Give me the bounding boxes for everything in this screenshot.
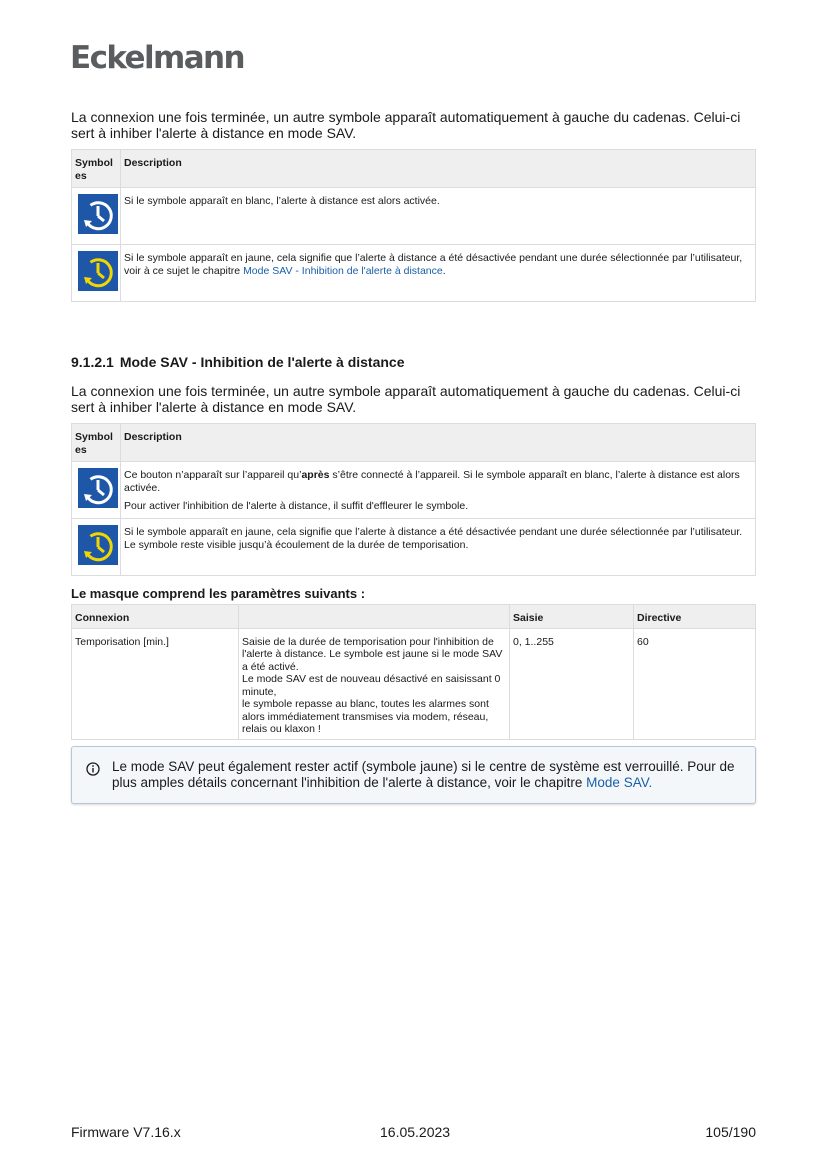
description-cell: Si le symbole apparaît en blanc, l’alerte à distance est alors activée.	[121, 188, 756, 245]
col-connexion-header: Connexion	[72, 605, 239, 629]
remote-alert-yellow-icon	[78, 525, 118, 565]
remote-alert-white-icon	[78, 194, 118, 234]
symbol-cell[interactable]	[72, 462, 121, 519]
footer-date: 16.05.2023	[380, 1124, 451, 1140]
param-name: Temporisation [min.]	[72, 628, 239, 739]
symbol-cell	[72, 519, 121, 576]
col-description-header: Description	[121, 150, 756, 188]
description-cell	[121, 462, 756, 519]
table-row	[72, 462, 756, 519]
table-header-row	[72, 605, 756, 629]
info-icon	[86, 762, 100, 776]
params-table	[71, 604, 756, 740]
description-cell: Si le symbole apparaît en jaune, cela signifie que l’alerte à distance a été désactivée pendant une durée sélectionnée par l’utilisateur. Le symbole reste visible jusqu’à écoulement de la durée de temporisation.	[121, 519, 756, 576]
chapter-link[interactable]: Mode SAV - Inhibition de l'alerte à distance	[243, 265, 443, 277]
remote-alert-yellow-icon	[78, 251, 118, 291]
mode-sav-link[interactable]: Mode SAV.	[586, 774, 653, 790]
brand-logo: Eckelmann	[70, 40, 244, 76]
table-header-row	[72, 424, 756, 462]
param-description: Saisie de la durée de temporisation pour l'inhibition de l'alerte à distance. Le symbole est jaune si le mode SAV a été activé. Le mode SAV est de nouveau désactivé en saisissant 0 minute, le symbole repasse au blanc, toutes les alarmes sont alors immédiatement transmises via modem, réseau, relais ou klaxon !	[239, 628, 510, 739]
footer-firmware: Firmware V7.16.x	[71, 1124, 181, 1140]
remote-alert-white-icon[interactable]	[78, 468, 118, 508]
col-blank-header	[239, 605, 510, 629]
col-description-header: Description	[121, 424, 756, 462]
param-default: 60	[634, 628, 756, 739]
description-text: Pour activer l'inhibition de l'alerte à distance, il suffit d'effleurer le symbole.	[124, 500, 469, 512]
params-heading: Le masque comprend les paramètres suivants :	[71, 586, 366, 601]
intro-paragraph: La connexion une fois terminée, un autre symbole apparaît automatiquement à gauche du cadenas. Celui-ci sert à inhiber l'alerte à distance en mode SAV.	[71, 383, 741, 415]
col-saisie-header: Saisie	[510, 605, 634, 629]
col-symbols-header: Symbol es	[72, 424, 121, 462]
page-content	[71, 109, 756, 804]
symbols-table	[71, 423, 756, 576]
table-row	[72, 245, 756, 302]
table-row	[72, 519, 756, 576]
table-row	[72, 188, 756, 245]
table-header-row	[72, 150, 756, 188]
info-note: Le mode SAV peut également rester actif (symbole jaune) si le centre de système est verrouillé. Pour de plus amples détails concernant l'inhibition de l'alerte à distance, voir le chapitre Mode SAV.	[71, 746, 756, 804]
col-symbols-header: Symbol es	[72, 150, 121, 188]
symbols-table	[71, 149, 756, 302]
table-row	[72, 628, 756, 739]
description-text: Ce bouton n’apparaît sur l’appareil qu’après s’être connecté à l’appareil. Si le symbole apparaît en blanc, l’alerte à distance est alors activée.	[124, 469, 740, 494]
section-heading: 9.1.2.1 Mode SAV - Inhibition de l'alerte à distance	[71, 354, 405, 370]
param-input: 0, 1..255	[510, 628, 634, 739]
symbol-cell	[72, 188, 121, 245]
description-cell: Si le symbole apparaît en jaune, cela signifie que l’alerte à distance a été désactivée pendant une durée sélectionnée par l’utilisateur, voir à ce sujet le chapitre Mode SAV - Inhibition de l'alerte à distance.	[121, 245, 756, 302]
symbol-cell	[72, 245, 121, 302]
intro-paragraph: La connexion une fois terminée, un autre symbole apparaît automatiquement à gauche du cadenas. Celui-ci sert à inhiber l'alerte à distance en mode SAV.	[71, 109, 741, 141]
col-directive-header: Directive	[634, 605, 756, 629]
footer-page-number: 105/190	[705, 1124, 756, 1140]
